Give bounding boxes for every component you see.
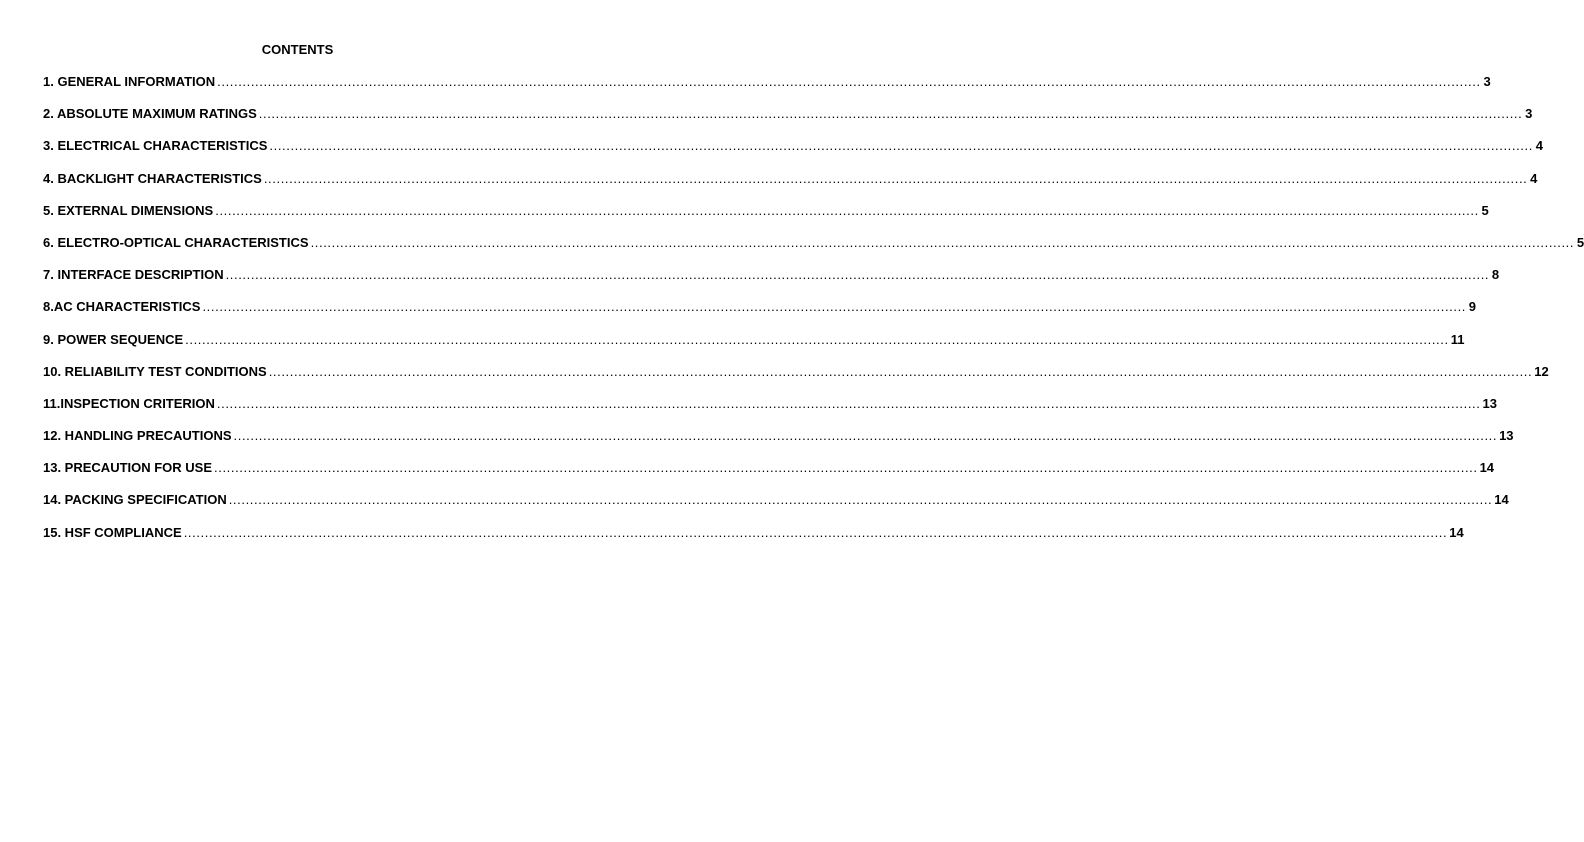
toc-entry-label: 15. HSF COMPLIANCE [43,524,182,540]
toc-entry-label: 8.AC CHARACTERISTICS [43,299,201,315]
toc-entry-label: 7. INTERFACE DESCRIPTION [43,267,224,283]
toc-page-number: 9 [1468,299,1477,315]
toc-page-number: 5 [1481,202,1489,218]
toc-dot-leader: ............................................................................................................................................................................................................................................................................................................ [233,428,1498,444]
toc-dot-leader: ............................................................................................................................................................................................................................................................................................................ [228,492,1493,508]
toc-dot-leader: ............................................................................................................................................................................................................................................................................................................ [214,460,1478,476]
toc-entry[interactable] [43,492,1509,524]
toc-entry[interactable] [43,331,1465,364]
toc-entry[interactable] [43,460,1495,492]
table-of-contents [43,74,1584,557]
toc-entry-label: 1. GENERAL INFORMATION [43,74,216,89]
toc-page-number: 13 [1482,395,1497,411]
toc-page-number: 5 [1576,234,1584,250]
toc-entry[interactable] [43,202,1489,235]
toc-page-number: 13 [1499,428,1514,444]
toc-entry[interactable] [43,234,1584,267]
toc-title: CONTENTS [261,42,334,57]
toc-dot-leader: ............................................................................................................................................................................................................................................................................................................ [263,170,1528,186]
toc-dot-leader: ............................................................................................................................................................................................................................................................................................................ [268,363,1533,379]
toc-entry-label: 9. POWER SEQUENCE [43,331,184,347]
toc-dot-leader: ............................................................................................................................................................................................................................................................................................................ [202,299,1467,315]
toc-entry[interactable] [43,170,1538,203]
toc-entry[interactable] [43,267,1500,299]
toc-dot-leader: ............................................................................................................................................................................................................................................................................................................ [269,138,1533,154]
toc-entry-label: 3. ELECTRICAL CHARACTERISTICS [43,138,268,154]
toc-dot-leader: ............................................................................................................................................................................................................................................................................................................ [217,74,1481,89]
toc-entry[interactable] [43,299,1477,331]
toc-entry[interactable] [43,363,1549,396]
toc-entry-label: 14. PACKING SPECIFICATION [43,492,227,508]
toc-dot-leader: ............................................................................................................................................................................................................................................................................................................ [310,234,1575,250]
toc-page-number: 8 [1491,267,1500,283]
toc-page-number: 4 [1530,170,1538,186]
toc-entry-label: 11.INSPECTION CRITERION [43,395,215,411]
toc-dot-leader: ............................................................................................................................................................................................................................................................................................................ [215,202,1479,218]
toc-page-number: 14 [1479,460,1495,476]
toc-page-number: 4 [1535,138,1543,154]
toc-entry-label: 12. HANDLING PRECAUTIONS [43,428,232,444]
toc-entry[interactable] [43,524,1464,557]
toc-entry[interactable] [43,106,1533,138]
toc-dot-leader: ............................................................................................................................................................................................................................................................................................................ [185,331,1449,347]
toc-entry-label: 10. RELIABILITY TEST CONDITIONS [43,363,267,379]
toc-dot-leader: ............................................................................................................................................................................................................................................................................................................ [258,106,1523,122]
toc-entry-label: 5. EXTERNAL DIMENSIONS [43,202,214,218]
toc-entry-label: 6. ELECTRO-OPTICAL CHARACTERISTICS [43,234,309,250]
toc-page-number: 11 [1450,331,1465,347]
toc-entry[interactable] [43,395,1497,428]
toc-page-number: 14 [1494,492,1509,508]
toc-entry-label: 13. PRECAUTION FOR USE [43,460,213,476]
toc-dot-leader: ............................................................................................................................................................................................................................................................................................................ [183,524,1448,540]
toc-page-number: 12 [1534,363,1549,379]
toc-entry[interactable] [43,428,1514,460]
toc-page-number: 3 [1525,106,1533,122]
toc-dot-leader: ............................................................................................................................................................................................................................................................................................................ [225,267,1490,283]
toc-dot-leader: ............................................................................................................................................................................................................................................................................................................ [216,395,1481,411]
toc-page-number: 3 [1483,74,1491,89]
toc-entry[interactable] [43,138,1543,170]
toc-entry[interactable] [43,74,1491,106]
toc-entry-label: 2. ABSOLUTE MAXIMUM RATINGS [43,106,257,122]
toc-entry-label: 4. BACKLIGHT CHARACTERISTICS [43,170,262,186]
toc-page-number: 14 [1449,524,1464,540]
